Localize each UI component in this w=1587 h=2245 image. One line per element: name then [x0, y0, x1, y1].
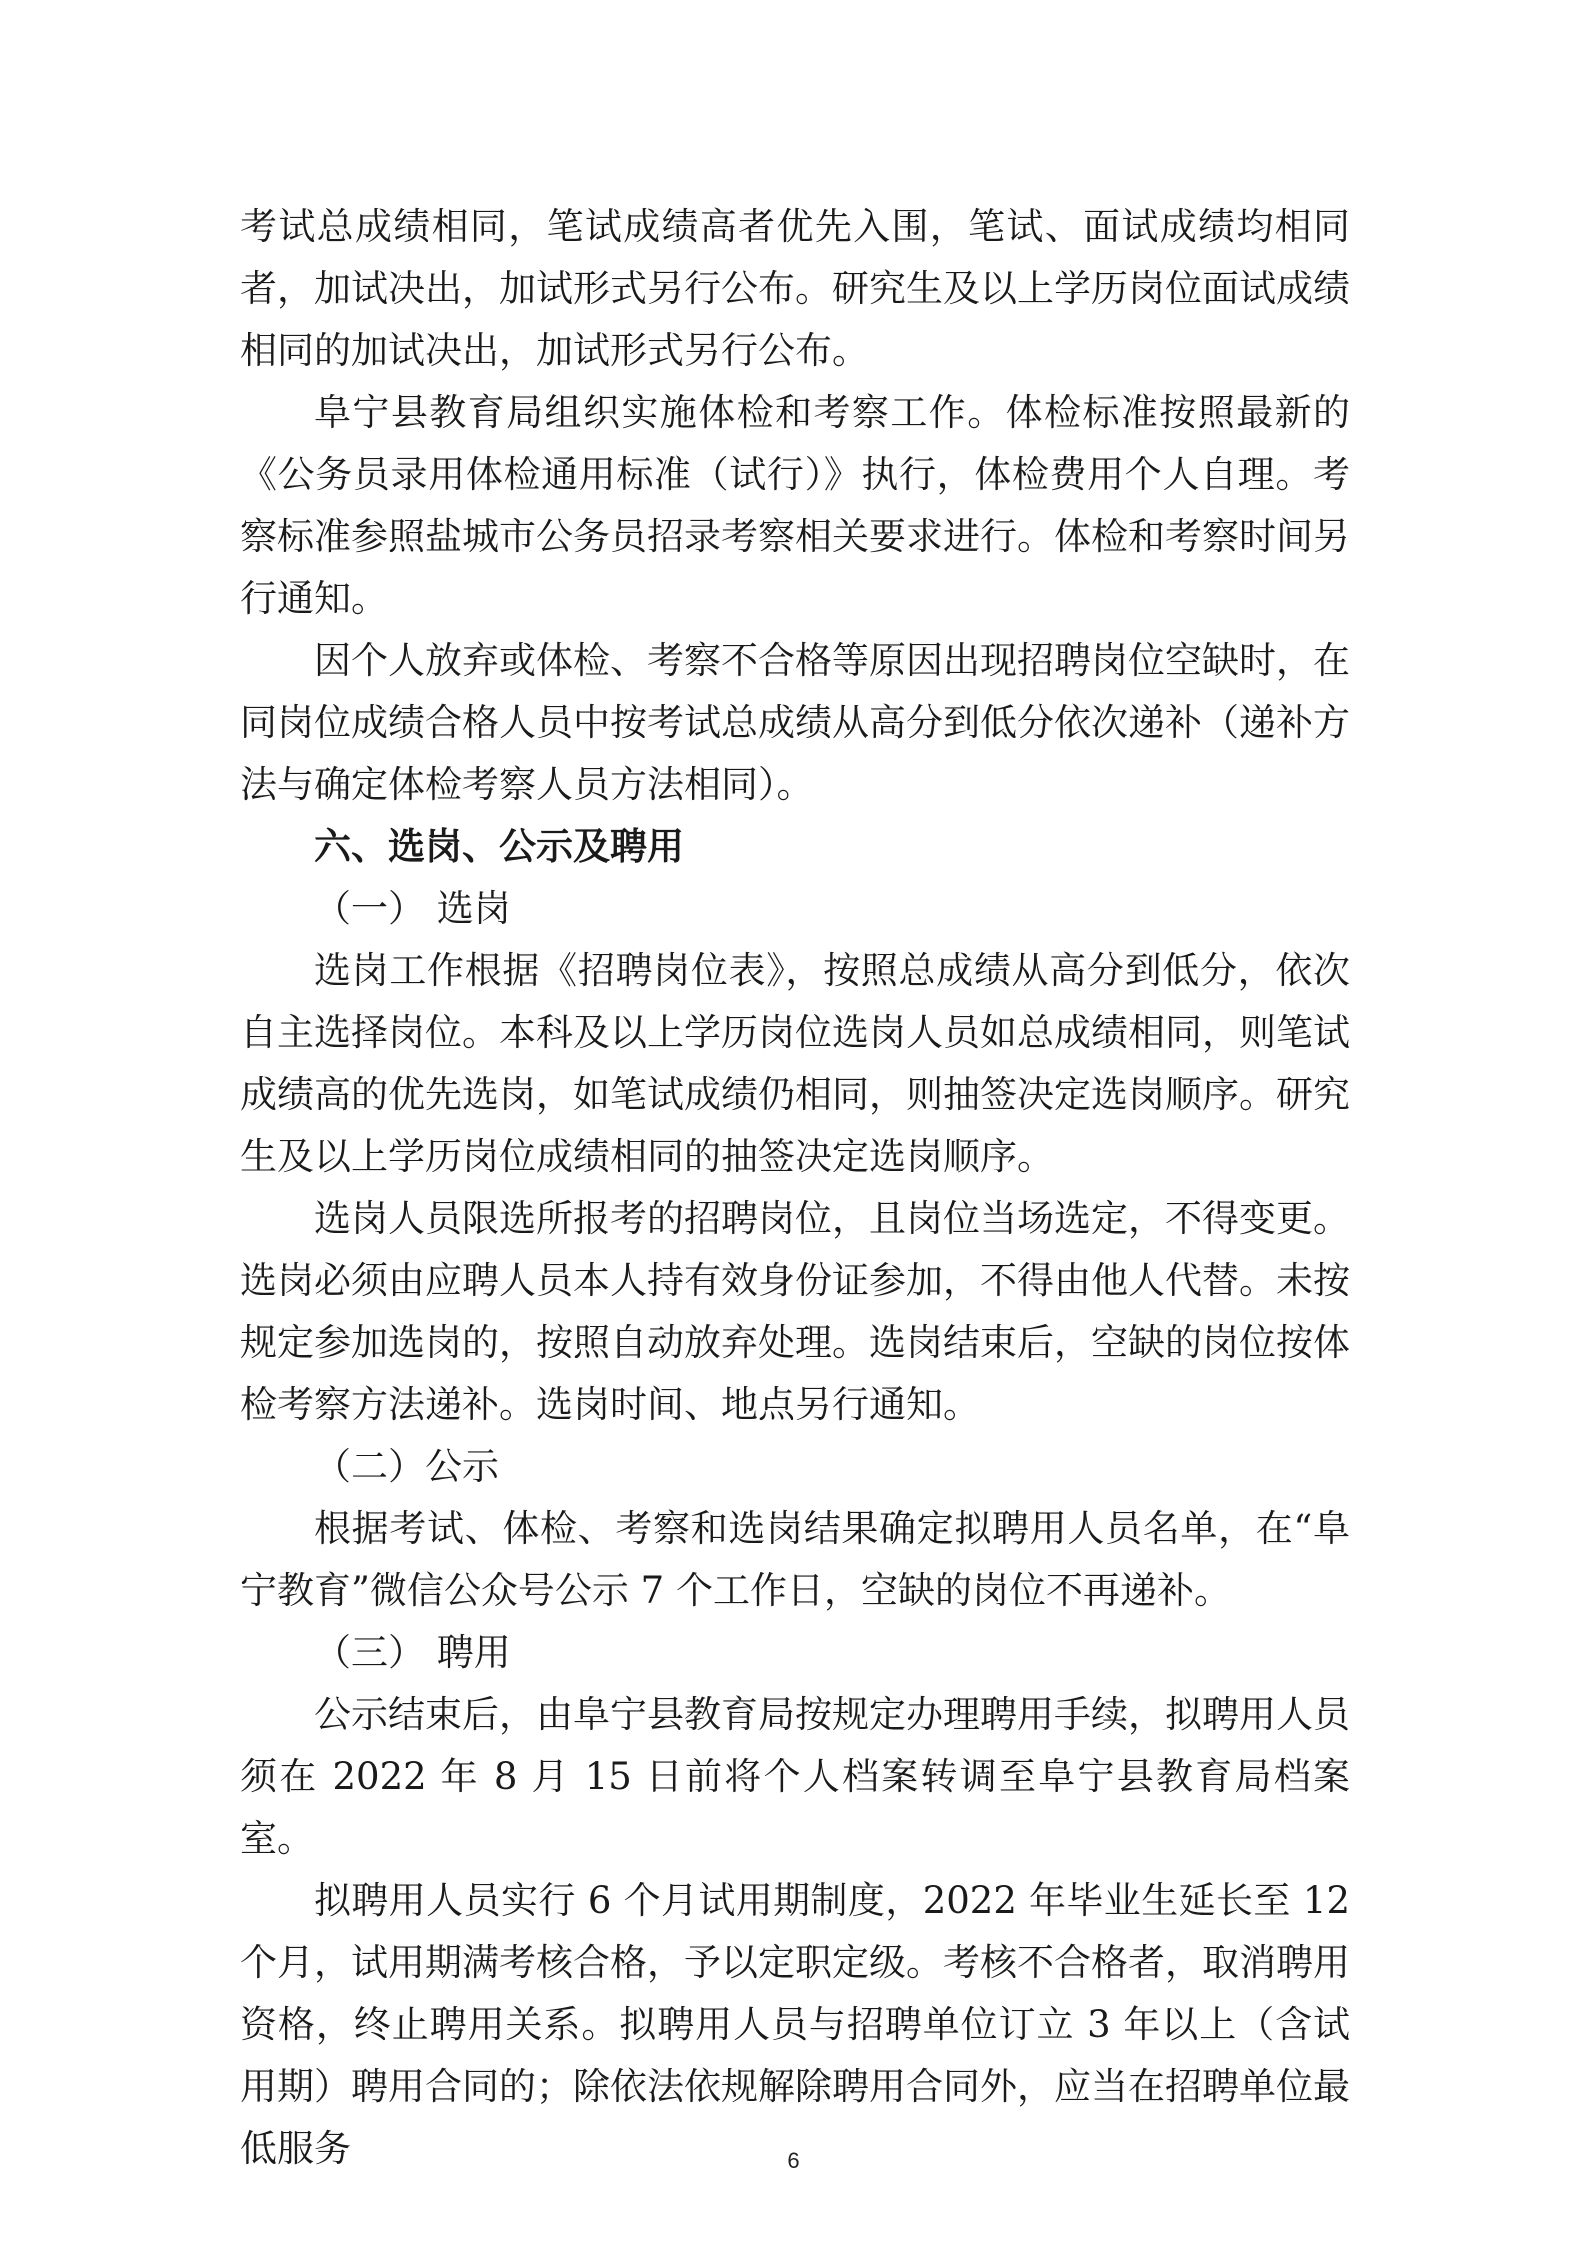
- subsection-heading-employment: （三） 聘用: [314, 1631, 511, 1674]
- paragraph-employment-procedure: 公示结束后，由阜宁县教育局按规定办理聘用手续，拟聘用人员须在 2022 年 8 月 15 日前将个人档案转调至阜宁县教育局档案室。: [240, 1693, 1350, 1860]
- paragraph-physical-exam: 阜宁县教育局组织实施体检和考察工作。体检标准按照最新的《公务员录用体检通用标准（试行）》执行，体检费用个人自理。考察标准参照盐城市公务员招录考察相关要求进行。体检和考察时间另行通知。: [240, 391, 1350, 620]
- paragraph-selection-procedure: 选岗人员限选所报考的招聘岗位，且岗位当场选定，不得变更。选岗必须由应聘人员本人持有效身份证参加，不得由他人代替。未按规定参加选岗的，按照自动放弃处理。选岗结束后，空缺的岗位按体检考察方法递补。选岗时间、地点另行通知。: [240, 1197, 1350, 1426]
- paragraph-selection-rules: 选岗工作根据《招聘岗位表》，按照总成绩从高分到低分，依次自主选择岗位。本科及以上学历岗位选岗人员如总成绩相同，则笔试成绩高的优先选岗，如笔试成绩仍相同，则抽签决定选岗顺序。研究生及以上学历岗位成绩相同的抽签决定选岗顺序。: [240, 949, 1350, 1178]
- document-body: [240, 196, 1350, 2180]
- paragraph-vacancy-fill: 因个人放弃或体检、考察不合格等原因出现招聘岗位空缺时，在同岗位成绩合格人员中按考试总成绩从高分到低分依次递补（递补方法与确定体检考察人员方法相同）。: [240, 639, 1350, 806]
- subsection-heading-selection: （一） 选岗: [314, 887, 511, 930]
- paragraph-probation: 拟聘用人员实行 6 个月试用期制度，2022 年毕业生延长至 12 个月，试用期满考核合格，予以定职定级。考核不合格者，取消聘用资格，终止聘用关系。拟聘用人员与招聘单位订立 3 年以上（含试用期）聘用合同的；除依法依规解除聘用合同外，应当在招聘单位最低服务: [240, 1879, 1350, 2170]
- page-number: 6: [787, 2148, 800, 2173]
- section-heading: 六、选岗、公示及聘用: [314, 825, 684, 868]
- paragraph-publicity: 根据考试、体检、考察和选岗结果确定拟聘用人员名单，在“阜宁教育”微信公众号公示 7 个工作日，空缺的岗位不再递补。: [240, 1507, 1350, 1612]
- subsection-heading-publicity: （二）公示: [314, 1445, 499, 1488]
- paragraph-continuation: 考试总成绩相同，笔试成绩高者优先入围，笔试、面试成绩均相同者，加试决出，加试形式另行公布。研究生及以上学历岗位面试成绩相同的加试决出，加试形式另行公布。: [240, 205, 1350, 372]
